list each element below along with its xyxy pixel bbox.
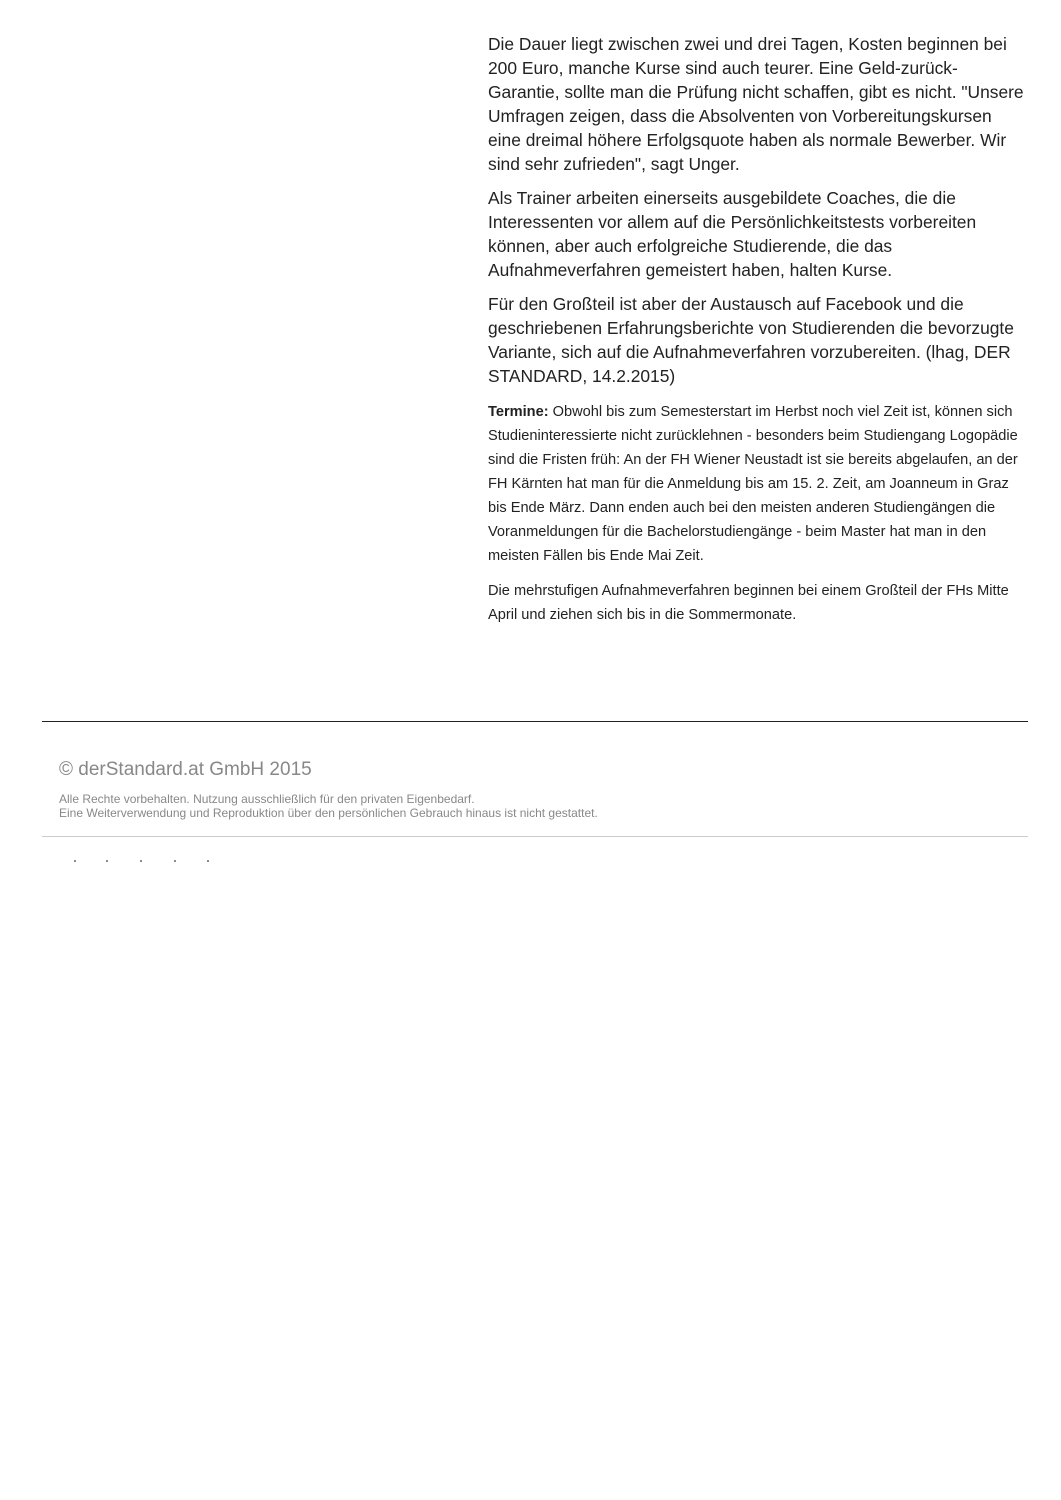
decorative-dots — [70, 852, 230, 866]
dot — [106, 860, 108, 862]
dates-paragraph — [488, 400, 1028, 568]
copyright-notice: © derStandard.at GmbH 2015 — [59, 759, 312, 780]
dates-text: Obwohl bis zum Semesterstart im Herbst noch viel Zeit ist, können sich Studieninteressierte nicht zurücklehnen - besonders beim Studiengang Logopädie sind die Fristen früh: An der FH Wiener Neustadt ist sie bereits abgelaufen, an der FH Kärnten hat man für die Anmeldung bis am 15. 2. Zeit, am Joanneum in Graz bis Ende März. Dann enden auch bei den meisten anderen Studiengängen die Voranmeldungen für die Bachelorstudiengänge - beim Master hat man in den meisten Fällen bis Ende Mai Zeit. — [488, 404, 1018, 564]
footer-bottom-divider — [42, 836, 1028, 837]
rights-notice-line: Alle Rechte vorbehalten. Nutzung ausschließlich für den privaten Eigenbedarf. — [59, 792, 475, 806]
dot — [74, 860, 76, 862]
rights-notice-line: Eine Weiterverwendung und Reproduktion über den persönlichen Gebrauch hinaus ist nicht gestattet. — [59, 806, 598, 820]
article-paragraph: Als Trainer arbeiten einerseits ausgebildete Coaches, die die Interessenten vor allem auf die Persönlichkeitstests vorbereiten können, aber auch erfolgreiche Studierende, die das Aufnahmeverfahren gemeistert haben, halten Kurse. — [488, 188, 977, 280]
article-paragraph: Für den Großteil ist aber der Austausch auf Facebook und die geschriebenen Erfahrungsberichte von Studierenden die bevorzugte Variante, sich auf die Aufnahmeverfahren vorzubereiten. (lhag, DER STANDARD, 14.2.2015) — [488, 294, 1014, 386]
dates-info-box — [488, 400, 1028, 627]
dates-label: Termine: — [488, 404, 549, 420]
footer-divider — [42, 721, 1028, 722]
article-column — [488, 32, 1028, 638]
dot — [140, 860, 142, 862]
dot — [174, 860, 176, 862]
dot — [207, 860, 209, 862]
article-paragraph: Die Dauer liegt zwischen zwei und drei Tagen, Kosten beginnen bei 200 Euro, manche Kurse sind auch teurer. Eine Geld-zurück-Garantie, sollte man die Prüfung nicht schaffen, gibt es nicht. "Unsere Umfragen zeigen, dass die Absolventen von Vorbereitungskursen eine dreimal höhere Erfolgsquote haben als normale Bewerber. Wir sind sehr zufrieden", sagt Unger. — [488, 34, 1024, 174]
admission-note: Die mehrstufigen Aufnahmeverfahren beginnen bei einem Großteil der FHs Mitte April und ziehen sich bis in die Sommermonate. — [488, 583, 1009, 623]
